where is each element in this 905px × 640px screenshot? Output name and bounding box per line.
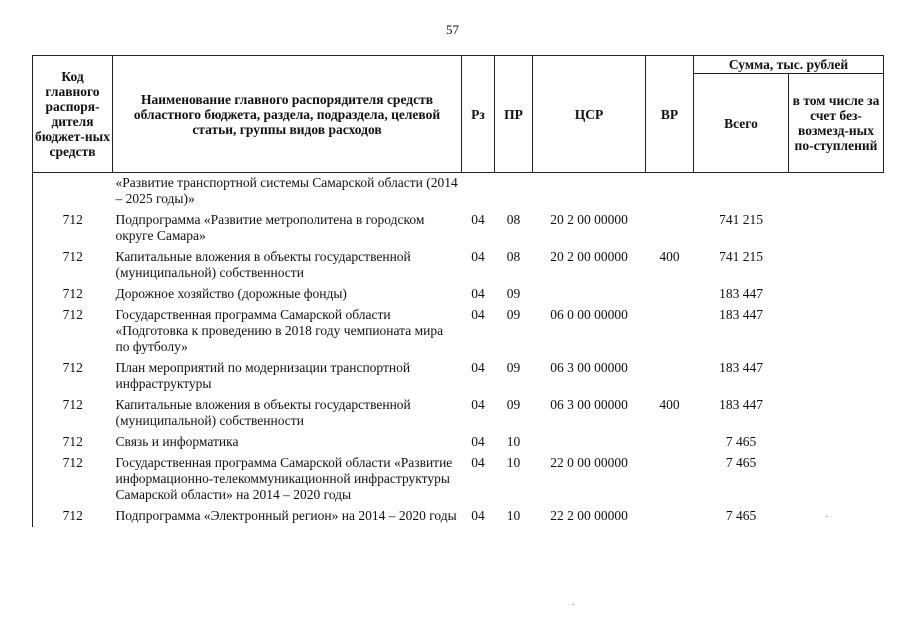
cell-code: 712 [33,305,113,358]
cell-rz: 04 [471,212,485,227]
cell-name: Капитальные вложения в объекты государственной (муниципальной) собственности [115,249,411,280]
table-row [33,358,884,395]
cell-rz: 04 [471,455,485,470]
cell-free [789,395,884,432]
header-rz: Рз [462,56,495,173]
header-pr: ПР [495,56,533,173]
cell-total: 7 465 [725,508,757,523]
cell-name: Подпрограмма «Развитие метрополитена в городском округе Самара» [115,212,425,243]
cell-name: Капитальные вложения в объекты государственной (муниципальной) собственности [115,397,411,428]
table-row [33,506,884,527]
cell-vr: 400 [659,397,680,412]
cell-code: 712 [33,247,113,284]
cell-pr: 10 [506,508,521,523]
cell-pr: 10 [506,455,521,470]
cell-rz: 04 [471,360,485,375]
cell-free [789,305,884,358]
cell-csr: 22 2 00 00000 [550,508,628,523]
cell-code [33,173,113,211]
scan-speck [572,604,574,605]
cell-rz: 04 [471,508,485,523]
cell-csr [533,432,646,453]
cell-pr: 08 [506,249,521,264]
header-csr: ЦСР [533,56,646,173]
cell-vr: 400 [659,249,680,264]
cell-free [789,506,884,527]
cell-total [694,173,789,211]
header-total: Всего [694,74,789,173]
cell-pr: 09 [506,397,521,412]
table-row [33,453,884,506]
table-header [33,56,884,173]
cell-name: Государственная программа Самарской области «Развитие информационно-телекоммуникационной инфраструктуры Самарской области» на 2014 – 2020 годы [115,455,453,502]
cell-csr: 22 0 00 00000 [550,455,628,470]
cell-vr [646,284,694,305]
cell-total: 183 447 [719,397,763,412]
table-row [33,247,884,284]
cell-vr [646,432,694,453]
cell-code: 712 [33,284,113,305]
cell-pr: 10 [506,434,521,449]
cell-pr: 09 [506,360,521,375]
header-sum-group: Сумма, тыс. рублей [694,56,884,74]
scan-speck [826,516,828,517]
cell-total: 183 447 [719,307,763,322]
cell-vr [646,210,694,247]
cell-name: Дорожное хозяйство (дорожные фонды) [115,286,347,301]
table-row [33,173,884,211]
cell-name: Связь и информатика [115,434,239,449]
header-vr: ВР [646,56,694,173]
cell-free [789,358,884,395]
cell-code: 712 [33,395,113,432]
table-row [33,210,884,247]
header-code: Код главного распоря-дителя бюджет-ных средств [33,56,113,173]
cell-free [789,210,884,247]
cell-total: 7 465 [725,434,757,449]
cell-total: 7 465 [725,455,757,470]
cell-total: 741 215 [719,212,763,227]
cell-csr: 06 3 00 00000 [550,397,628,412]
header-name: Наименование главного распорядителя средств областного бюджета, раздела, подраздела, целевой статьи, группы видов расходов [113,56,462,173]
cell-code: 712 [33,210,113,247]
cell-code: 712 [33,453,113,506]
cell-vr [646,453,694,506]
cell-code: 712 [33,358,113,395]
cell-free [789,432,884,453]
cell-csr: 06 3 00 00000 [550,360,628,375]
table-row [33,284,884,305]
cell-rz: 04 [471,397,485,412]
table-row [33,305,884,358]
cell-code: 712 [33,506,113,527]
cell-rz: 04 [471,286,485,301]
cell-name: Подпрограмма «Электронный регион» на 2014 – 2020 годы [115,508,457,523]
cell-total: 741 215 [719,249,763,264]
cell-vr [646,358,694,395]
cell-csr: 20 2 00 00000 [550,212,628,227]
cell-total: 183 447 [719,286,763,301]
cell-rz: 04 [471,307,485,322]
cell-free [789,453,884,506]
cell-vr [646,173,694,211]
page-number: 57 [446,22,459,37]
cell-vr [646,506,694,527]
cell-free [789,247,884,284]
cell-code: 712 [33,432,113,453]
cell-pr [495,173,533,211]
cell-rz: 04 [471,434,485,449]
budget-table [32,55,884,527]
cell-rz [462,173,495,211]
cell-name: Государственная программа Самарской области «Подготовка к проведению в 2018 году чемпионата мира по футболу» [115,307,444,354]
cell-csr [533,173,646,211]
cell-rz: 04 [471,249,485,264]
table-body [33,173,884,528]
table-row [33,395,884,432]
cell-name: «Развитие транспортной системы Самарской области (2014 – 2025 годы)» [115,175,458,206]
cell-free [789,284,884,305]
cell-free [789,173,884,211]
header-free: в том числе за счет без-возмезд-ных по-ступлений [789,74,884,173]
cell-csr: 20 2 00 00000 [550,249,628,264]
table-row [33,432,884,453]
cell-pr: 09 [506,286,521,301]
cell-csr [533,284,646,305]
cell-name: План мероприятий по модернизации транспортной инфраструктуры [115,360,411,391]
cell-csr: 06 0 00 00000 [550,307,628,322]
cell-pr: 08 [506,212,521,227]
cell-pr: 09 [506,307,521,322]
cell-vr [646,305,694,358]
cell-total: 183 447 [719,360,763,375]
